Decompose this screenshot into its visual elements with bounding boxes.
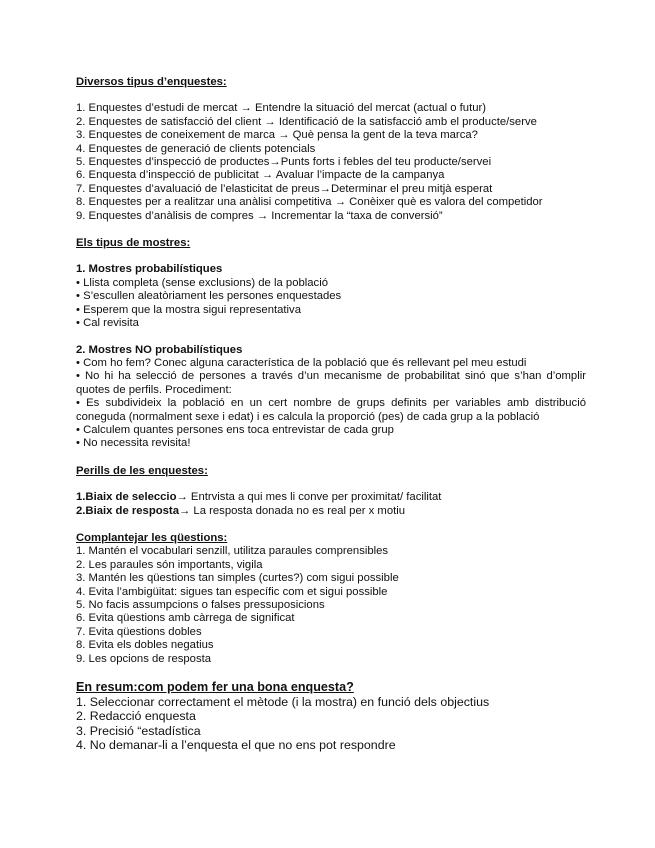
section-title-sample-types: Els tipus de mostres: bbox=[76, 237, 191, 250]
bullet-item: • Llista completa (sense exclusions) de la població bbox=[76, 276, 328, 289]
bullet-item: • Calculem quantes persones ens toca entrevistar de cada grup bbox=[76, 423, 394, 436]
section-survey-risks bbox=[76, 465, 586, 518]
bullet-item: • S’escullen aleatòriament les persones enquestades bbox=[76, 290, 342, 303]
risk-text: → La resposta donada no es real per x motiu bbox=[178, 504, 406, 517]
list-item: 5. Enquestes d’inspecció de productes→Punts forts i febles del teu producte/servei bbox=[76, 156, 492, 169]
bullet-item: • Com ho fem? Conec alguna característica de la població que és rellevant pel meu estudi bbox=[76, 356, 527, 369]
section-summary bbox=[76, 680, 586, 753]
subsection-title-probabilistic: 1. Mostres probabilístiques bbox=[76, 263, 223, 276]
list-item: 3. Enquestes de coneixement de marca → Què pensa la gent de la teva marca? bbox=[76, 129, 478, 142]
list-item: 4. Evita l’ambigüitat: sigues tan específic com et sigui possible bbox=[76, 585, 388, 598]
bullet-item: • Cal revisita bbox=[76, 317, 139, 330]
risk-text: → Entrvista a qui mes li conve per proximitat/ facilitat bbox=[176, 491, 442, 504]
list-item: 1. Mantén el vocabulari senzill, utilitza paraules comprensibles bbox=[76, 545, 389, 558]
section-title-survey-types: Diversos tipus d’enquestes: bbox=[76, 76, 227, 88]
list-item: 7. Evita qüestions dobles bbox=[76, 625, 202, 638]
list-item: 9. Les opcions de resposta bbox=[76, 652, 212, 665]
list-item: 3. Mantén les qüestions tan simples (curtes?) com sigui possible bbox=[76, 572, 399, 585]
list-item: 2. Redacció enquesta bbox=[76, 709, 196, 724]
section-survey-types bbox=[76, 76, 586, 223]
list-item: 9. Enquestes d’anàlisis de compres → Incrementar la “taxa de conversió” bbox=[76, 209, 443, 222]
list-item: 2. Enquestes de satisfacció del client → Identificació de la satisfacció amb el producte/serve bbox=[76, 115, 537, 128]
bullet-item: • Es subdivideix la població en un cert nombre de grups definits per variables amb distribució coneguda (normalment sexe i edat) i es calcula la proporció (pes) de cada grup a la població bbox=[76, 397, 586, 423]
list-item: 4. No demanar-li a l’enquesta el que no ens pot respondre bbox=[76, 738, 396, 753]
section-title-summary: En resum:com podem fer una bona enquesta? bbox=[76, 680, 354, 695]
bullet-item: • No necessita revisita! bbox=[76, 437, 191, 450]
section-sample-types bbox=[76, 237, 586, 451]
section-questions bbox=[76, 532, 586, 666]
risk-item bbox=[76, 491, 586, 504]
risk-item bbox=[76, 505, 586, 518]
list-item: 5. No facis assumpcions o falses pressuposicions bbox=[76, 599, 325, 611]
list-item: 8. Enquestes per a realitzar una anàlisi competitiva → Conèixer què es valora del competidor bbox=[76, 196, 543, 209]
list-item: 6. Evita qüestions amb càrrega de significat bbox=[76, 612, 295, 625]
list-item: 8. Evita els dobles negatius bbox=[76, 639, 214, 652]
bullet-item: • No hi ha selecció de persones a través d’un mecanisme de probabilitat sinó que s’han d’omplir quotes de perfils. Procediment: bbox=[76, 370, 586, 396]
section-title-questions: Complantejar les qüestions: bbox=[76, 531, 228, 544]
list-item: 6. Enquesta d’inspecció de publicitat → Avaluar l’impacte de la campanya bbox=[76, 169, 445, 182]
risk-label: 2.Biaix de resposta bbox=[76, 504, 179, 517]
list-item: 1. Enquestes d’estudi de mercat → Entendre la situació del mercat (actual o futur) bbox=[76, 102, 487, 115]
bullet-item: • Esperem que la mostra sigui representativa bbox=[76, 303, 301, 316]
subsection-title-non-probabilistic: 2. Mostres NO probabilístiques bbox=[76, 343, 243, 356]
list-item: 3. Precisió “estadística bbox=[76, 723, 201, 738]
list-item: 1. Seleccionar correctament el mètode (i la mostra) en funció dels objectius bbox=[76, 694, 490, 709]
document-page bbox=[76, 76, 586, 753]
section-title-survey-risks: Perills de les enquestes: bbox=[76, 464, 208, 477]
list-item: 2. Les paraules són importants, vigila bbox=[76, 558, 263, 571]
risk-label: 1.Biaix de seleccio bbox=[76, 491, 177, 504]
list-item: 7. Enquestes d’avaluació de l’elasticitat de preus→Determinar el preu mitjà esperat bbox=[76, 182, 493, 195]
list-item: 4. Enquestes de generació de clients potencials bbox=[76, 142, 316, 155]
